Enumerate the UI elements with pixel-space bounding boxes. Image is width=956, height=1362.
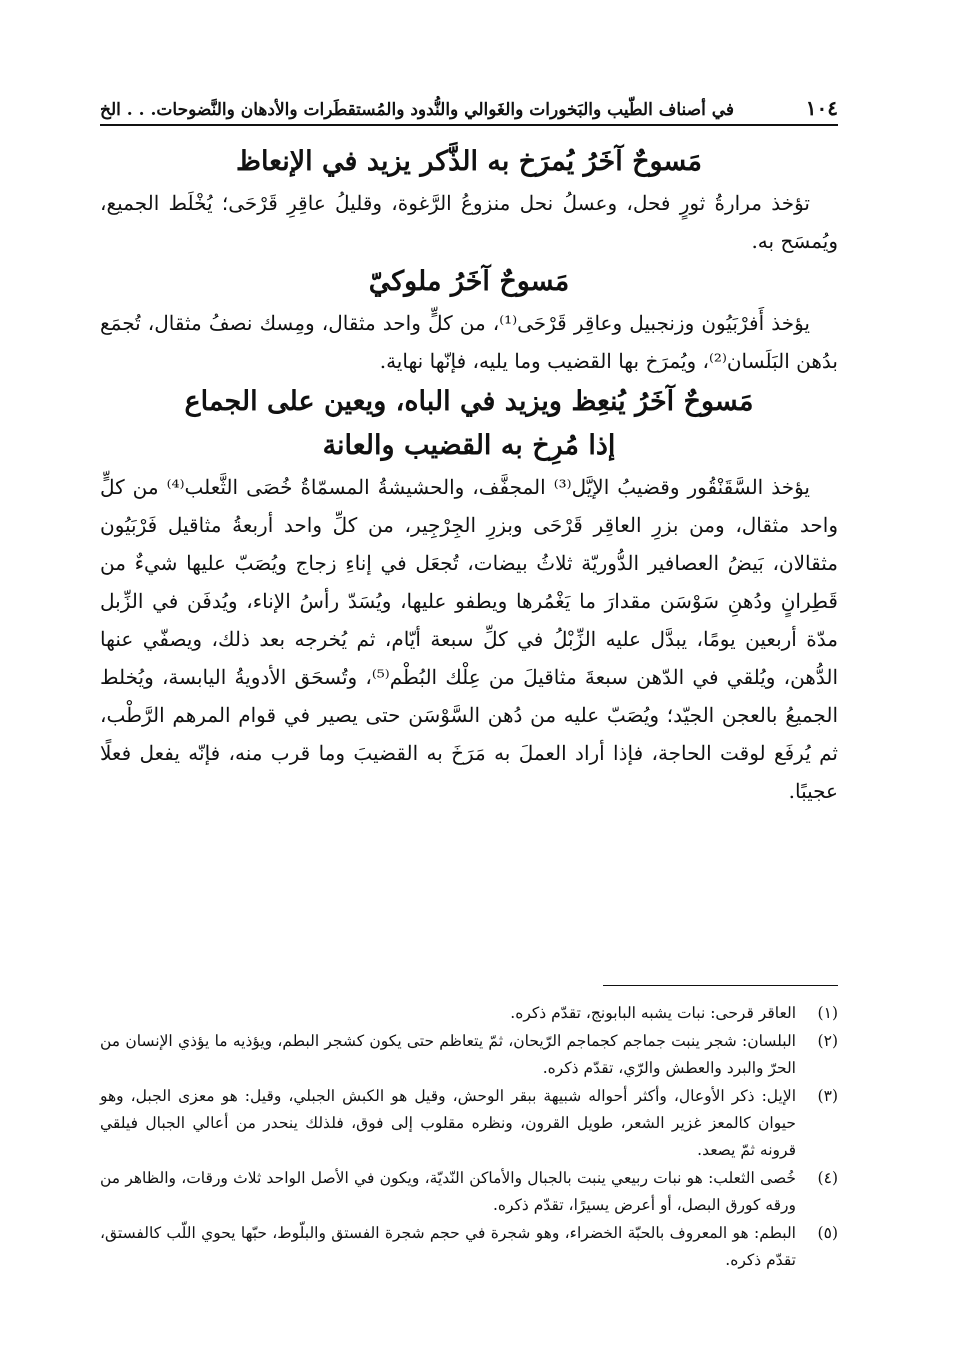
footnote-text: البلسان: شجر ينبت جماجم كجماجم الرّيحان، ثمّ يتعاظم حتى يكون كشجر البطم، ويؤذيه ما يؤذي الإنسان من الحرّ والبرد والعطش والرّي، تقدّم ذكره. (100, 1032, 796, 1077)
footnote-text: الإيل: ذكر الأوعال، وأكثر أحواله شبيهة ببقر الوحش، وقيل هو الكبش الجبلي، وقيل: هو معزى الجبل، وهو حيوان كالمعز غزير الشعر، طويل القرون، ونظره مقلوب إلى فوق، فلذلك ينحدر من أعالي الجبال فيلقي قرونه ثمّ يصعد. (100, 1087, 796, 1159)
section-heading-3-line-1: مَسوحٌ آخَرُ يُنعِظ ويزيد في الباه، ويعين على الجماع (184, 386, 754, 417)
section-heading-1: مَسوحٌ آخَرُ يُمرَخ به الذَّكر يزيد في الإنعاظ (235, 146, 703, 177)
footnote-text: العاقر قرحى: نبات يشبه البابونج، تقدّم ذكره. (510, 1004, 796, 1022)
section-heading-3 (100, 380, 838, 468)
footnote (100, 1083, 838, 1164)
footnote (100, 1000, 838, 1027)
footnote-number: (٥) (817, 1224, 838, 1242)
section-heading-2: مَسوحٌ آخَرُ ملوكيّ (368, 266, 570, 297)
running-header (100, 86, 838, 126)
page-number: ١٠٤ (805, 96, 838, 120)
section-paragraph-1: تؤخذ مرارةُ ثورٍ فحل، وعسلُ نحل منزوعُ الرَّغوة، وقليلُ عاقِرِ قَرْحَى؛ يُخْلَط الجميع، ويُمسَح به. (100, 191, 838, 253)
footnote-number: (٢) (817, 1032, 838, 1050)
footnote-text: خُصى الثعلب: هو نبات ربيعي ينبت بالجبال والأماكن النّديّة، ويكون في الأصل الواحد ثلاث ورقات، والظاهر من ورقه كورق البصل، أو أعرض يسيرًا، تقدّم ذكره. (100, 1169, 796, 1214)
section-paragraph-2: يؤخذ أَفرْبَيُون وزنجبيل وعاقِر قَرْحَى⁽¹⁾، من كلٍّ واحد مثقال، ومِسك نصفُ مثقال، تُجمَع بدُهن البَلَسان⁽²⁾، ويُمرَخ بها القضيب وما يليه، فإنّها نهاية. (100, 311, 838, 373)
footnote (100, 1220, 838, 1274)
footnote-number: (٣) (817, 1087, 838, 1105)
footnote (100, 1165, 838, 1219)
main-text (100, 140, 838, 810)
book-page (100, 0, 838, 1362)
footnote-text: البطم: هو المعروف بالحبّة الخضراء، وهو شجرة في حجم شجرة الفستق والبلّوط، حبّها يحوي اللّب كالفستق، تقدّم ذكره. (100, 1224, 796, 1269)
footnote (100, 1028, 838, 1082)
footnotes (100, 1000, 838, 1275)
section-heading-3-line-2: إذا مُرِخ به القضيب والعانة (322, 430, 616, 461)
footnote-number: (٤) (817, 1169, 838, 1187)
running-header-title: في أصناف الطّيب والبَخورات والغَوالي والنُّدود والمُستقطَرات والأدهان والنَّضوحات. . . الخ (100, 100, 735, 120)
footnote-number: (١) (817, 1004, 838, 1022)
footnote-separator (603, 985, 838, 986)
section-paragraph-3: يؤخذ السَّقَنْقُور وقضيبُ الإيَّل⁽³⁾ المجفَّف، والحشيشةُ المسمّاةُ خُصَى الثَّعلب⁽⁴⁾ من كلٍّ واحد مثقال، ومن بزرِ العاقِر قَرْحَى وبزرِ الجِرْجِير، من كلِّ واحد أربعةُ مثاقيل فَرْبَيُون مثقالان، بَيضُ العصافير الدُّوريّة ثلاثُ بيضات، تُجعَل في إناءِ زجاج ويُصَبّ عليها شيءٌ من قَطِرانٍ ودُهنِ سَوْسَن مقدارَ ما يَغْمُرها ويطفو عليها، ويُسَدّ رأسُ الإناء، ويُدفَن في الزِّبل مدّة أربعين يومًا، يبدَّل عليه الزِّبْلُ في كلِّ سبعة أيّام، ثم يُخرجه بعد ذلك، ويصفّي عنها الدُّهن، ويُلقي في الدّهن سبعةَ مثاقيلَ من عِلْك البُطْم⁽⁵⁾، وتُسحَق الأدويةُ اليابسة، ويُخلط الجميعُ بالعجن الجيّد؛ ويُصَبّ عليه من دُهن السَّوْسَن حتى يصير في قوام المرهم الرَّطْب، ثم يُرفَع لوقت الحاجة، فإذا أراد العملَ به مَرَخَ به القضيبَ وما قرب منه، فإنّه يفعل فعلًا عجيبًا. (100, 475, 838, 803)
